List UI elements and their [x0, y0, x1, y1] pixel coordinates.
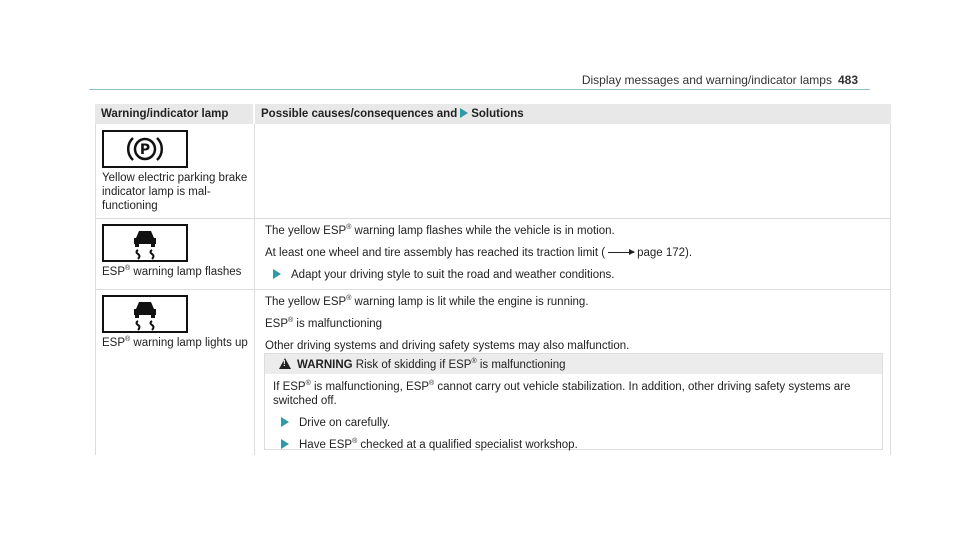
- row-divider: [95, 218, 891, 219]
- lamp-description-text: warning lamp flashes: [130, 266, 242, 278]
- registered-mark: ®: [125, 336, 131, 344]
- warning-text: [273, 380, 874, 408]
- esp-lamp: [102, 295, 188, 333]
- arrow-right-icon: [281, 417, 289, 427]
- table-row: [102, 130, 250, 213]
- cause-text: [265, 224, 885, 238]
- header-title: Display messages and warning/indicator lamps: [581, 73, 832, 87]
- solution-step-text: Adapt your driving style to suit the road and weather conditions.: [291, 269, 615, 281]
- cause-text: [265, 317, 885, 331]
- warning-text-c: cannot carry out vehicle stabilization. In addition, other driving safety systems are switched off.: [273, 381, 851, 407]
- causes-cell: [265, 295, 885, 361]
- warning-header: [265, 354, 882, 374]
- arrow-right-icon: [281, 439, 289, 449]
- warning-text-a: If ESP: [273, 381, 306, 393]
- registered-mark: ®: [352, 438, 358, 446]
- registered-mark: ®: [305, 380, 311, 388]
- registered-mark: ®: [346, 224, 352, 232]
- esp-icon: [129, 297, 161, 331]
- causes-cell: [265, 224, 885, 290]
- lamp-description-text: warning lamp lights up: [130, 337, 248, 349]
- registered-mark: ®: [429, 380, 435, 388]
- page-reference-link[interactable]: page 172).: [637, 247, 693, 259]
- esp-icon: [129, 226, 161, 260]
- cause-text-a: The yellow ESP: [265, 225, 347, 237]
- table-row: [102, 224, 250, 279]
- solution-step: [273, 416, 874, 430]
- registered-mark: ®: [471, 358, 477, 366]
- lamp-description: [102, 336, 250, 350]
- parking-brake-icon: [125, 133, 165, 165]
- lamp-description: [102, 265, 250, 279]
- page-number: 483: [837, 73, 858, 87]
- warning-box: [264, 353, 883, 450]
- solution-step-text-a: Have ESP: [299, 439, 353, 451]
- solution-step: [273, 438, 874, 452]
- arrow-right-icon: [273, 269, 281, 279]
- column-header-causes: [255, 104, 891, 124]
- warning-triangle-icon: [279, 358, 291, 369]
- warning-title: WARNING: [297, 359, 353, 371]
- parking-brake-lamp: [102, 130, 188, 168]
- column-header-causes-text: Possible causes/consequences and: [261, 108, 458, 120]
- cause-text-b: is malfunctioning: [293, 318, 383, 330]
- cause-text-b: warning lamp is lit while the engine is running.: [351, 296, 589, 308]
- warning-subtitle-a: Risk of skidding if ESP: [355, 359, 472, 371]
- esp-lamp: [102, 224, 188, 262]
- table-header: [95, 104, 891, 124]
- header-rule: [89, 89, 870, 90]
- long-arrow-icon: [608, 252, 634, 253]
- table-row: [102, 295, 250, 350]
- registered-mark: ®: [125, 265, 131, 273]
- solution-step-text-b: checked at a qualified specialist workshop.: [357, 439, 578, 451]
- cause-text: [265, 246, 885, 260]
- warning-body: [265, 374, 882, 452]
- registered-mark: ®: [288, 317, 294, 325]
- cause-text-a: At least one wheel and tire assembly has reached its traction limit (: [265, 247, 606, 259]
- registered-mark: ®: [346, 295, 352, 303]
- solution-step-text: Drive on carefully.: [299, 417, 391, 429]
- esp-text: ESP: [102, 337, 126, 349]
- svg-text:P: P: [139, 142, 151, 158]
- column-header-solutions: Solutions: [471, 108, 524, 120]
- page-header: [582, 73, 858, 87]
- esp-text: ESP: [102, 266, 126, 278]
- cause-text-a: ESP: [265, 318, 289, 330]
- solution-step: [265, 268, 885, 282]
- cause-text-a: The yellow ESP: [265, 296, 347, 308]
- lamp-description: Yellow electric parking brake indicator lamp is mal-functioning: [102, 172, 248, 212]
- cause-text: [265, 295, 885, 309]
- column-header-lamp: Warning/indicator lamp: [95, 104, 253, 124]
- cause-text: Other driving systems and driving safety systems may also malfunction.: [265, 340, 630, 352]
- warning-text-b: is malfunctioning, ESP: [310, 381, 430, 393]
- arrow-right-icon: [460, 108, 468, 118]
- cause-text-b: warning lamp flashes while the vehicle is in motion.: [351, 225, 615, 237]
- warning-subtitle-b: is malfunctioning: [476, 359, 566, 371]
